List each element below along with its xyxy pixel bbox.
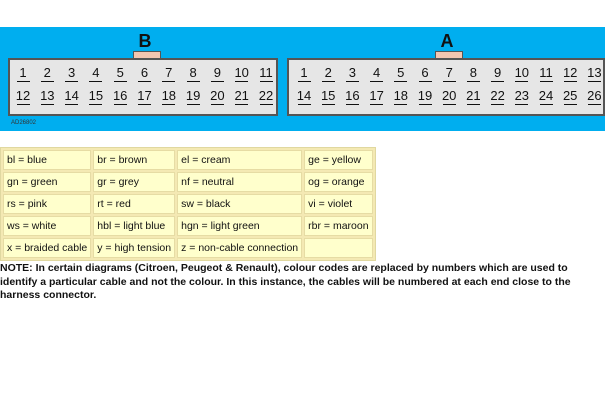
pin-underline [17, 81, 30, 82]
pin-underline [89, 81, 102, 82]
pin-number: 4 [92, 65, 100, 80]
pin-underline [346, 104, 359, 105]
connector-b-pin [231, 66, 253, 82]
pin-number: 1 [19, 65, 27, 80]
pin-underline [114, 104, 127, 105]
pin-underline [187, 104, 200, 105]
connector-a-pin [390, 89, 412, 105]
connector-a-pin [414, 89, 436, 105]
pin-number: 22 [258, 88, 274, 103]
pin-number: 5 [397, 65, 405, 80]
note-line: identify a particular cable and not the colour. In this instance, the cables will be numbered at each end close to the [0, 275, 571, 288]
connector-b-pin [134, 66, 156, 82]
pin-number: 14 [296, 88, 312, 103]
connector-a-pin [438, 66, 460, 82]
legend-cell: hgn = light green [177, 216, 302, 236]
pin-number: 13 [587, 65, 602, 80]
legend-cell: og = orange [304, 172, 372, 192]
pin-number: 19 [185, 88, 201, 103]
legend-cell: rs = pink [3, 194, 91, 214]
connector-a-pin [559, 89, 581, 105]
connector-a-pin [414, 66, 436, 82]
legend-cell: sw = black [177, 194, 302, 214]
pin-number: 14 [64, 88, 79, 103]
pin-underline [65, 104, 78, 105]
pin-underline [65, 81, 78, 82]
note-text [0, 262, 600, 303]
pin-underline [41, 81, 54, 82]
pin-number: 22 [490, 88, 505, 103]
legend-row [3, 172, 373, 192]
pin-number: 16 [345, 88, 360, 103]
pin-underline [89, 104, 102, 105]
connector-a-pin [390, 66, 412, 82]
connector-a-pin [535, 66, 557, 82]
pin-underline [419, 81, 432, 82]
pin-underline [211, 104, 224, 105]
pin-underline [41, 104, 54, 105]
pin-underline [138, 104, 151, 105]
legend-cell: gr = grey [93, 172, 175, 192]
pin-underline [540, 104, 553, 105]
legend-cell: gn = green [3, 172, 91, 192]
pin-number: 23 [514, 88, 530, 103]
connector-b-pin [61, 66, 83, 82]
pin-number: 2 [43, 65, 51, 80]
pin-number: 9 [493, 65, 502, 80]
pin-underline [17, 104, 30, 105]
pin-underline [370, 81, 383, 82]
connector-b-pin [158, 89, 180, 105]
legend-cell: br = brown [93, 150, 175, 170]
pin-number: 18 [161, 88, 177, 103]
pin-underline [370, 104, 383, 105]
connector-a-pin [583, 66, 605, 82]
connector-b-pin [206, 66, 228, 82]
pin-number: 20 [441, 88, 457, 103]
connector-a-pin [583, 89, 605, 105]
legend-cell: z = non-cable connection [177, 238, 302, 258]
pin-number: 15 [320, 88, 336, 103]
connector-a-pin [487, 66, 509, 82]
pin-number: 7 [165, 65, 173, 80]
connector-b-pin [206, 89, 228, 105]
pin-underline [443, 81, 456, 82]
legend-cell: y = high tension [93, 238, 175, 258]
pin-underline [540, 81, 553, 82]
pin-number: 5 [116, 65, 124, 80]
pin-underline [162, 104, 175, 105]
pin-underline [491, 81, 504, 82]
pin-number: 8 [469, 65, 477, 80]
legend-cell: nf = neutral [177, 172, 302, 192]
pin-number: 21 [466, 88, 481, 103]
pin-underline [211, 81, 224, 82]
colour-code-legend [0, 147, 376, 261]
pin-number: 2 [324, 65, 332, 80]
pin-underline [394, 81, 407, 82]
pin-underline [443, 104, 456, 105]
pin-underline [322, 81, 335, 82]
legend-cell: rt = red [93, 194, 175, 214]
connector-a-pin [341, 89, 363, 105]
legend-cell: x = braided cable [3, 238, 91, 258]
connector-b-pin [255, 89, 277, 105]
pin-number: 21 [234, 88, 249, 103]
pin-underline [515, 81, 528, 82]
pin-number: 6 [421, 65, 429, 80]
connector-b-pin [231, 89, 253, 105]
pin-number: 11 [259, 65, 273, 80]
legend-row [3, 216, 373, 236]
connector-b-pin [36, 66, 58, 82]
connector-a-pin [341, 66, 363, 82]
connector-b-pin [85, 66, 107, 82]
pin-underline [260, 81, 273, 82]
connector-b-pin [158, 66, 180, 82]
pin-number: 12 [15, 88, 31, 103]
pin-underline [187, 81, 200, 82]
connector-a-pin [511, 66, 533, 82]
legend-row [3, 238, 373, 258]
pin-underline [346, 81, 359, 82]
pin-underline [138, 81, 151, 82]
pin-number: 3 [348, 65, 356, 80]
connector-a-pin [511, 89, 533, 105]
connector-b-pin [109, 66, 131, 82]
pin-underline [322, 104, 335, 105]
pin-underline [564, 81, 577, 82]
figure-code: AD26802 [11, 120, 37, 126]
pin-number: 20 [210, 88, 225, 103]
connector-a-pin [438, 89, 460, 105]
connector-b-pin [61, 89, 83, 105]
connector-b-pin [85, 89, 107, 105]
connector-b-pin [109, 89, 131, 105]
pin-number: 13 [40, 88, 55, 103]
note-line: harness connector. [0, 289, 97, 301]
legend-cell: ge = yellow [304, 150, 372, 170]
legend-row [3, 150, 373, 170]
pin-number: 25 [562, 88, 578, 103]
pin-number: 7 [445, 65, 453, 80]
note-line: NOTE: In certain diagrams (Citroen, Peugeot & Renault), colour codes are replaced by numbers which are used to [0, 262, 568, 274]
connector-a-pin [317, 89, 339, 105]
connector-a-pin [317, 66, 339, 82]
pin-underline [298, 104, 311, 105]
pin-underline [298, 81, 311, 82]
pin-number: 10 [234, 65, 249, 80]
pin-number: 11 [539, 65, 553, 80]
pin-number: 6 [140, 65, 149, 80]
pin-underline [235, 104, 248, 105]
connector-b-pin [255, 66, 277, 82]
connector-a-pin [293, 89, 315, 105]
pin-underline [235, 81, 248, 82]
legend-cell: el = cream [177, 150, 302, 170]
connector-a-pin [366, 89, 388, 105]
legend-cell: hbl = light blue [93, 216, 175, 236]
connector-a-pin [559, 66, 581, 82]
pin-number: 17 [369, 88, 384, 103]
connector-b-pin [134, 89, 156, 105]
connector-a-pin [535, 89, 557, 105]
pin-number: 3 [67, 65, 76, 80]
connector-a-pin [293, 66, 315, 82]
pin-underline [467, 81, 480, 82]
pin-number: 1 [300, 65, 308, 80]
legend-cell: rbr = maroon [304, 216, 372, 236]
pin-underline [564, 104, 577, 105]
connector-a-label: A [440, 31, 454, 51]
pin-underline [491, 104, 504, 105]
pin-underline [588, 104, 601, 105]
pin-number: 16 [112, 88, 128, 103]
connector-b-pin [182, 89, 204, 105]
pin-number: 17 [137, 88, 152, 103]
pin-number: 12 [562, 65, 578, 80]
connector-b-pin [12, 89, 34, 105]
legend-row [3, 194, 373, 214]
connector-a-pin [366, 66, 388, 82]
pin-number: 15 [88, 88, 104, 103]
pin-number: 19 [417, 88, 433, 103]
pin-underline [467, 104, 480, 105]
pin-underline [162, 81, 175, 82]
legend-cell: bl = blue [3, 150, 91, 170]
pin-underline [515, 104, 528, 105]
pin-number: 26 [587, 88, 602, 103]
connector-a-pin [462, 89, 484, 105]
pin-number: 4 [372, 65, 381, 80]
pin-number: 8 [189, 65, 197, 80]
connector-b-pin [36, 89, 58, 105]
pin-number: 24 [538, 88, 554, 103]
pin-number: 9 [213, 65, 221, 80]
legend-cell [304, 238, 372, 258]
legend-cell: vi = violet [304, 194, 372, 214]
connector-b-label: B [138, 31, 152, 51]
connector-a-pin [487, 89, 509, 105]
pin-underline [419, 104, 432, 105]
connector-a-pin [462, 66, 484, 82]
legend-cell: ws = white [3, 216, 91, 236]
pin-underline [588, 81, 601, 82]
connector-b-pin [12, 66, 34, 82]
pin-underline [394, 104, 407, 105]
pin-number: 10 [514, 65, 530, 80]
pin-underline [114, 81, 127, 82]
pin-underline [260, 104, 273, 105]
pin-number: 18 [393, 88, 409, 103]
connector-b-pin [182, 66, 204, 82]
